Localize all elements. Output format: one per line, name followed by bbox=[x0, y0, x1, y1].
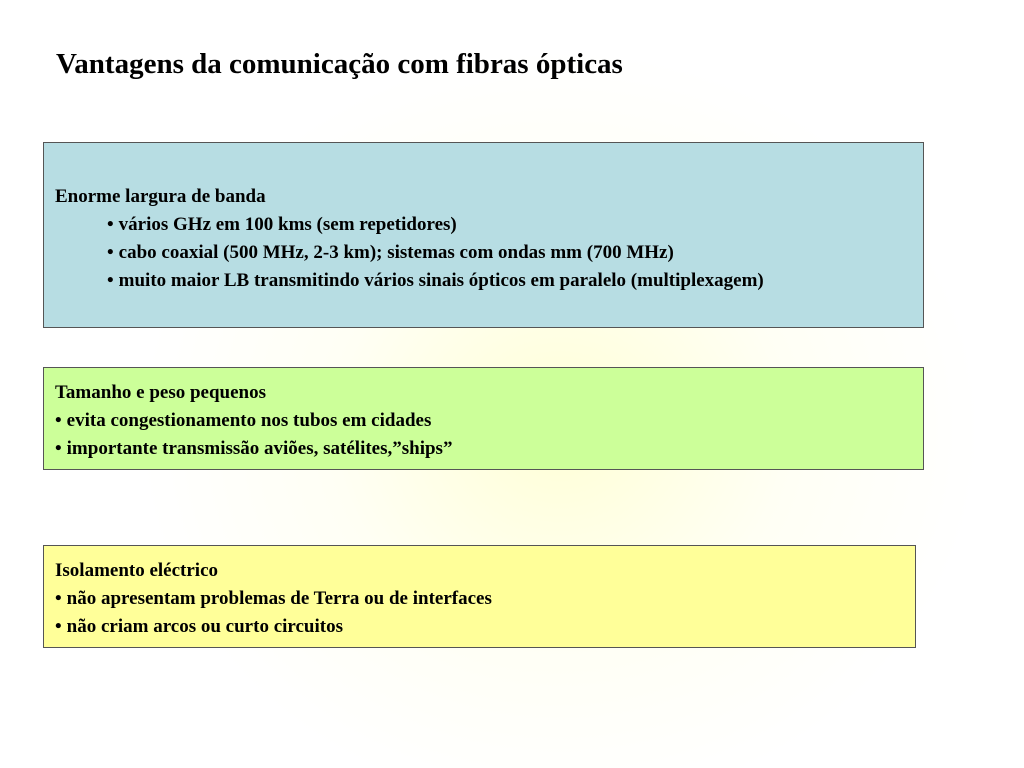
bullet-icon: • bbox=[107, 214, 114, 235]
list-item bbox=[55, 435, 923, 463]
list-item bbox=[55, 585, 915, 613]
list-item bbox=[55, 267, 923, 295]
list-item bbox=[55, 407, 923, 435]
list-item-text: não criam arcos ou curto circuitos bbox=[66, 616, 343, 637]
slide-title: Vantagens da comunicação com fibras ópticas bbox=[56, 48, 623, 80]
list-item-text: vários GHz em 100 kms (sem repetidores) bbox=[118, 214, 457, 235]
bullet-icon: • bbox=[107, 270, 114, 291]
list-item bbox=[55, 239, 923, 267]
list-item-text: muito maior LB transmitindo vários sinais ópticos em paralelo (multiplexagem) bbox=[118, 270, 764, 291]
size-weight-box bbox=[43, 367, 924, 470]
bullet-icon: • bbox=[55, 616, 62, 637]
list-item-text: importante transmissão aviões, satélites,”ships” bbox=[66, 438, 453, 459]
list-item-text: não apresentam problemas de Terra ou de interfaces bbox=[66, 588, 492, 609]
bandwidth-box bbox=[43, 142, 924, 328]
box-heading: Enorme largura de banda bbox=[55, 186, 266, 207]
bullet-icon: • bbox=[55, 438, 62, 459]
bullet-icon: • bbox=[55, 410, 62, 431]
list-item bbox=[55, 211, 923, 239]
list-item-text: cabo coaxial (500 MHz, 2-3 km); sistemas com ondas mm (700 MHz) bbox=[118, 242, 674, 263]
electrical-isolation-box bbox=[43, 545, 916, 648]
list-item-text: evita congestionamento nos tubos em cidades bbox=[66, 410, 432, 431]
box-heading: Isolamento eléctrico bbox=[55, 560, 219, 581]
box-heading: Tamanho e peso pequenos bbox=[55, 382, 266, 403]
bullet-icon: • bbox=[107, 242, 114, 263]
bullet-icon: • bbox=[55, 588, 62, 609]
list-item bbox=[55, 613, 915, 641]
